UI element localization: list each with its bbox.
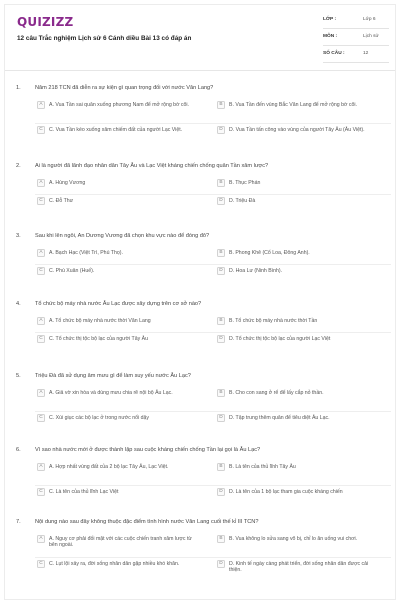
- option-text: C. Là tên của thủ lĩnh Lạc Việt: [49, 488, 119, 495]
- worksheet-page: [4, 4, 396, 600]
- option-row-divider: [35, 194, 391, 195]
- meta-value: Lịch sử: [363, 34, 379, 39]
- option-letter-badge: C: [37, 197, 45, 205]
- option-text: A. Hùng Vương: [49, 179, 86, 186]
- option-text: C. Phú Xuân (Huế).: [49, 267, 95, 274]
- option-text: D. Là tên của 1 bộ lạc tham gia cuộc kháng chiến: [229, 488, 343, 495]
- option-letter-badge: A: [37, 179, 45, 187]
- question-number: 7.: [16, 519, 21, 525]
- option-letter-badge: B: [217, 535, 225, 543]
- question-number: 3.: [16, 233, 21, 239]
- meta-row-subject: [323, 31, 389, 46]
- option-text: A. Giả vờ xin hòa và dùng mưu chia rẽ nội bộ Âu Lạc.: [49, 389, 173, 396]
- option-letter-badge: D: [217, 197, 225, 205]
- question-number: 6.: [16, 447, 21, 453]
- option-text: C. Vua Tần kéo xuống xâm chiếm đất của người Lạc Việt.: [49, 126, 183, 133]
- option-text: A. Hợp nhất vùng đất của 2 bộ lạc Tây Âu, Lạc Việt.: [49, 463, 169, 470]
- worksheet-header: [5, 5, 395, 71]
- question-text: Ai là người đã lãnh đạo nhân dân Tây Âu và Lạc Việt kháng chiến chống quân Tần xâm lược?: [35, 163, 269, 169]
- option-row-divider: [35, 557, 391, 558]
- question-number: 5.: [16, 373, 21, 379]
- option-text: B. Vua không lo sửa sang võ bị, chỉ lo ăn uống vui chơi.: [229, 535, 358, 542]
- meta-row-count: [323, 48, 389, 63]
- option-text: D. Vua Tần tấn công vào vùng của người Tây Âu (Âu Việt).: [229, 126, 365, 133]
- option-text: C. Xúi giục các bộ lạc ở trong nước nổi dậy: [49, 414, 149, 421]
- option-text: C. Đỗ Thư: [49, 197, 74, 204]
- option-letter-badge: D: [217, 335, 225, 343]
- question-number: 2.: [16, 163, 21, 169]
- option-letter-badge: A: [37, 463, 45, 471]
- option-letter-badge: A: [37, 317, 45, 325]
- option-letter-badge: C: [37, 414, 45, 422]
- option-letter-badge: A: [37, 249, 45, 257]
- option-text: C. Tổ chức thị tộc bộ lạc của người Tây Âu: [49, 335, 148, 342]
- option-text: B. Vua Tần đến vùng Bắc Văn Lang để mở rộng bờ cõi.: [229, 101, 357, 108]
- option-letter-badge: B: [217, 389, 225, 397]
- option-letter-badge: C: [37, 560, 45, 568]
- option-letter-badge: B: [217, 179, 225, 187]
- option-letter-badge: D: [217, 267, 225, 275]
- option-row-divider: [35, 123, 391, 124]
- option-letter-badge: C: [37, 267, 45, 275]
- worksheet-meta: [323, 14, 389, 65]
- question-text: Triệu Đà đã sử dụng âm mưu gì để làm suy yếu nước Âu Lạc?: [35, 373, 191, 379]
- option-text: D. Hoa Lư (Ninh Bình).: [229, 267, 283, 274]
- option-text: C. Lụt lội xảy ra, đời sống nhân dân gặp nhiều khó khăn.: [49, 560, 180, 567]
- question-text: Tổ chức bộ máy nhà nước Âu Lạc được xây dựng trên cơ sở nào?: [35, 301, 202, 307]
- option-letter-badge: B: [217, 317, 225, 325]
- option-letter-badge: D: [217, 126, 225, 134]
- question-text: Sau khi lên ngôi, An Dương Vương đã chọn khu vực nào để đóng đô?: [35, 233, 210, 239]
- option-letter-badge: A: [37, 101, 45, 109]
- meta-value: 12: [363, 51, 369, 56]
- question-text: Năm 218 TCN đã diễn ra sự kiện gì quan trọng đối với nước Văn Lang?: [35, 85, 214, 91]
- meta-row-class: [323, 14, 389, 29]
- option-letter-badge: D: [217, 560, 225, 568]
- meta-value: Lớp 6: [363, 17, 376, 22]
- option-text: A. Vua Tần sai quân xuống phương Nam để mở rộng bờ cõi.: [49, 101, 189, 108]
- option-letter-badge: C: [37, 488, 45, 496]
- question-number: 1.: [16, 85, 21, 91]
- option-letter-badge: A: [37, 389, 45, 397]
- page-title: 12 câu Trắc nghiệm Lịch sử 6 Cánh diều Bài 13 có đáp án: [17, 35, 192, 42]
- option-text: D. Triệu Đà: [229, 197, 256, 204]
- option-row-divider: [35, 264, 391, 265]
- meta-label: LỚP :: [323, 17, 337, 22]
- option-text: A. Bạch Hạc (Việt Trì, Phú Thọ).: [49, 249, 123, 256]
- option-letter-badge: D: [217, 414, 225, 422]
- option-row-divider: [35, 411, 391, 412]
- option-text: B. Là tên của thủ lĩnh Tây Âu: [229, 463, 296, 470]
- meta-label: MÔN :: [323, 34, 338, 39]
- option-text: D. Tập trung thêm quân để tiêu diệt Âu Lạc.: [229, 414, 330, 421]
- question-text: Nội dung nào sau đây không thuộc đặc điểm tình hình nước Văn Lang cuối thế kỉ III TCN?: [35, 519, 259, 525]
- option-letter-badge: C: [37, 126, 45, 134]
- option-letter-badge: C: [37, 335, 45, 343]
- meta-label: SỐ CÂU :: [323, 51, 345, 56]
- option-text: B. Thục Phán: [229, 179, 261, 186]
- option-text: B. Cho con sang ở rể để lấy cắp nỏ thần.: [229, 389, 324, 396]
- option-letter-badge: B: [217, 249, 225, 257]
- option-row-divider: [35, 332, 391, 333]
- option-letter-badge: D: [217, 488, 225, 496]
- quizizz-logo[interactable]: QUIZIZZ: [17, 15, 74, 29]
- question-text: Vì sao nhà nước mới ở được thành lập sau cuộc kháng chiến chống Tần lại gọi là Âu Lạc?: [35, 447, 261, 453]
- option-letter-badge: A: [37, 535, 45, 543]
- option-text: B. Tổ chức bộ máy nhà nước thời Tần: [229, 317, 318, 324]
- option-text: A. Nguy cơ phải đối mặt với các cuộc chiến tranh xâm lược từ bên ngoài.: [49, 535, 192, 549]
- option-text: D. Kinh tế ngày càng phát triển, đời sống nhân dân được cải thiện.: [229, 560, 369, 574]
- option-text: A. Tổ chức bộ máy nhà nước thời Văn Lang: [49, 317, 151, 324]
- option-letter-badge: B: [217, 463, 225, 471]
- option-letter-badge: B: [217, 101, 225, 109]
- question-number: 4.: [16, 301, 21, 307]
- option-row-divider: [35, 485, 391, 486]
- option-text: B. Phong Khê (Cổ Loa, Đông Anh).: [229, 249, 310, 256]
- option-text: D. Tổ chức thị tộc bộ lạc của người Lạc Việt: [229, 335, 331, 342]
